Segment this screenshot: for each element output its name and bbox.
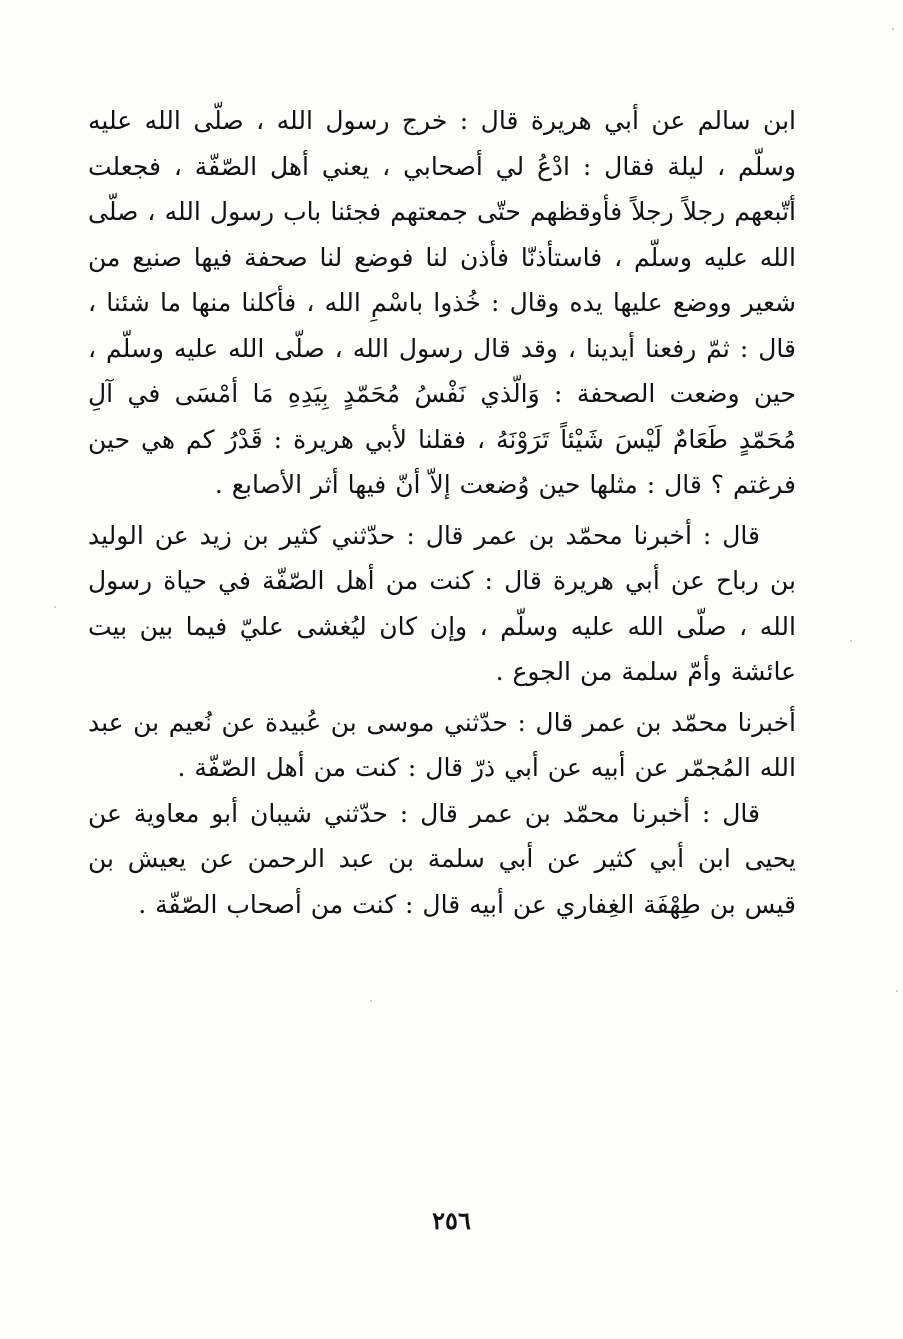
main-text [88, 98, 796, 927]
paragraph-1: ابن سالم عن أبي هريرة قال : خرج رسول الله ، صلّى الله عليه وسلّم ، ليلة فقال : ادْعُ لي أصحابي ، يعني أهل الصّفّة ، فجعلت أتّبعهم رجلاً رجلاً فأوقظهم حتّى جمعتهم فجئنا باب رسول الله ، صلّى الله عليه وسلّم ، فاستأذنّا فأذن لنا فوضع لنا صحفة فيها صنيع من شعير ووضع عليها يده وقال : خُذوا باسْمِ الله ، فأكلنا منها ما شئنا ، قال : ثمّ رفعنا أيدينا ، وقد قال رسول الله ، صلّى الله عليه وسلّم ، حين وضعت الصحفة : وَالّذي نَفْسُ مُحَمّدٍ بِيَدِهِ مَا أمْسَى في آلِ مُحَمّدٍ طَعَامٌ لَيْسَ شَيْئاً تَرَوْنَهُ ، فقلنا لأبي هريرة : قَدْرُ كم هي حين فرغتم ؟ قال : مثلها حين وُضعت إلاّ أنّ فيها أثر الأصابع . [88, 106, 796, 499]
paper-speck [896, 990, 898, 992]
paragraph-3: أخبرنا محمّد بن عمر قال : حدّثني موسى بن عُبيدة عن نُعيم بن عبد الله المُجمّر عن أبيه عن أبي ذرّ قال : كنت من أهل الصّفّة . [88, 707, 796, 782]
paper-speck [892, 28, 894, 30]
paragraph-2: قال : أخبرنا محمّد بن عمر قال : حدّثني كثير بن زيد عن الوليد بن رباح عن أبي هريرة قال : كنت من أهل الصّفّة في حياة رسول الله ، صلّى الله عليه وسلّم ، وإن كان ليُغشى عليّ فيما بين بيت عائشة وأمّ سلمة من الجوع . [88, 520, 796, 686]
paragraph-4: قال : أخبرنا محمّد بن عمر قال : حدّثني شيبان أبو معاوية عن يحيى ابن أبي كثير عن أبي سلمة بن عبد الرحمن عن يعيش بن قيس بن طِهْفَة الغِفاري عن أبيه قال : كنت من أصحاب الصّفّة . [88, 798, 796, 919]
page-number: ٢٥٦ [432, 1206, 471, 1235]
paper-speck [370, 1000, 372, 1002]
paper-speck [54, 606, 56, 608]
paper-speck [850, 640, 852, 642]
